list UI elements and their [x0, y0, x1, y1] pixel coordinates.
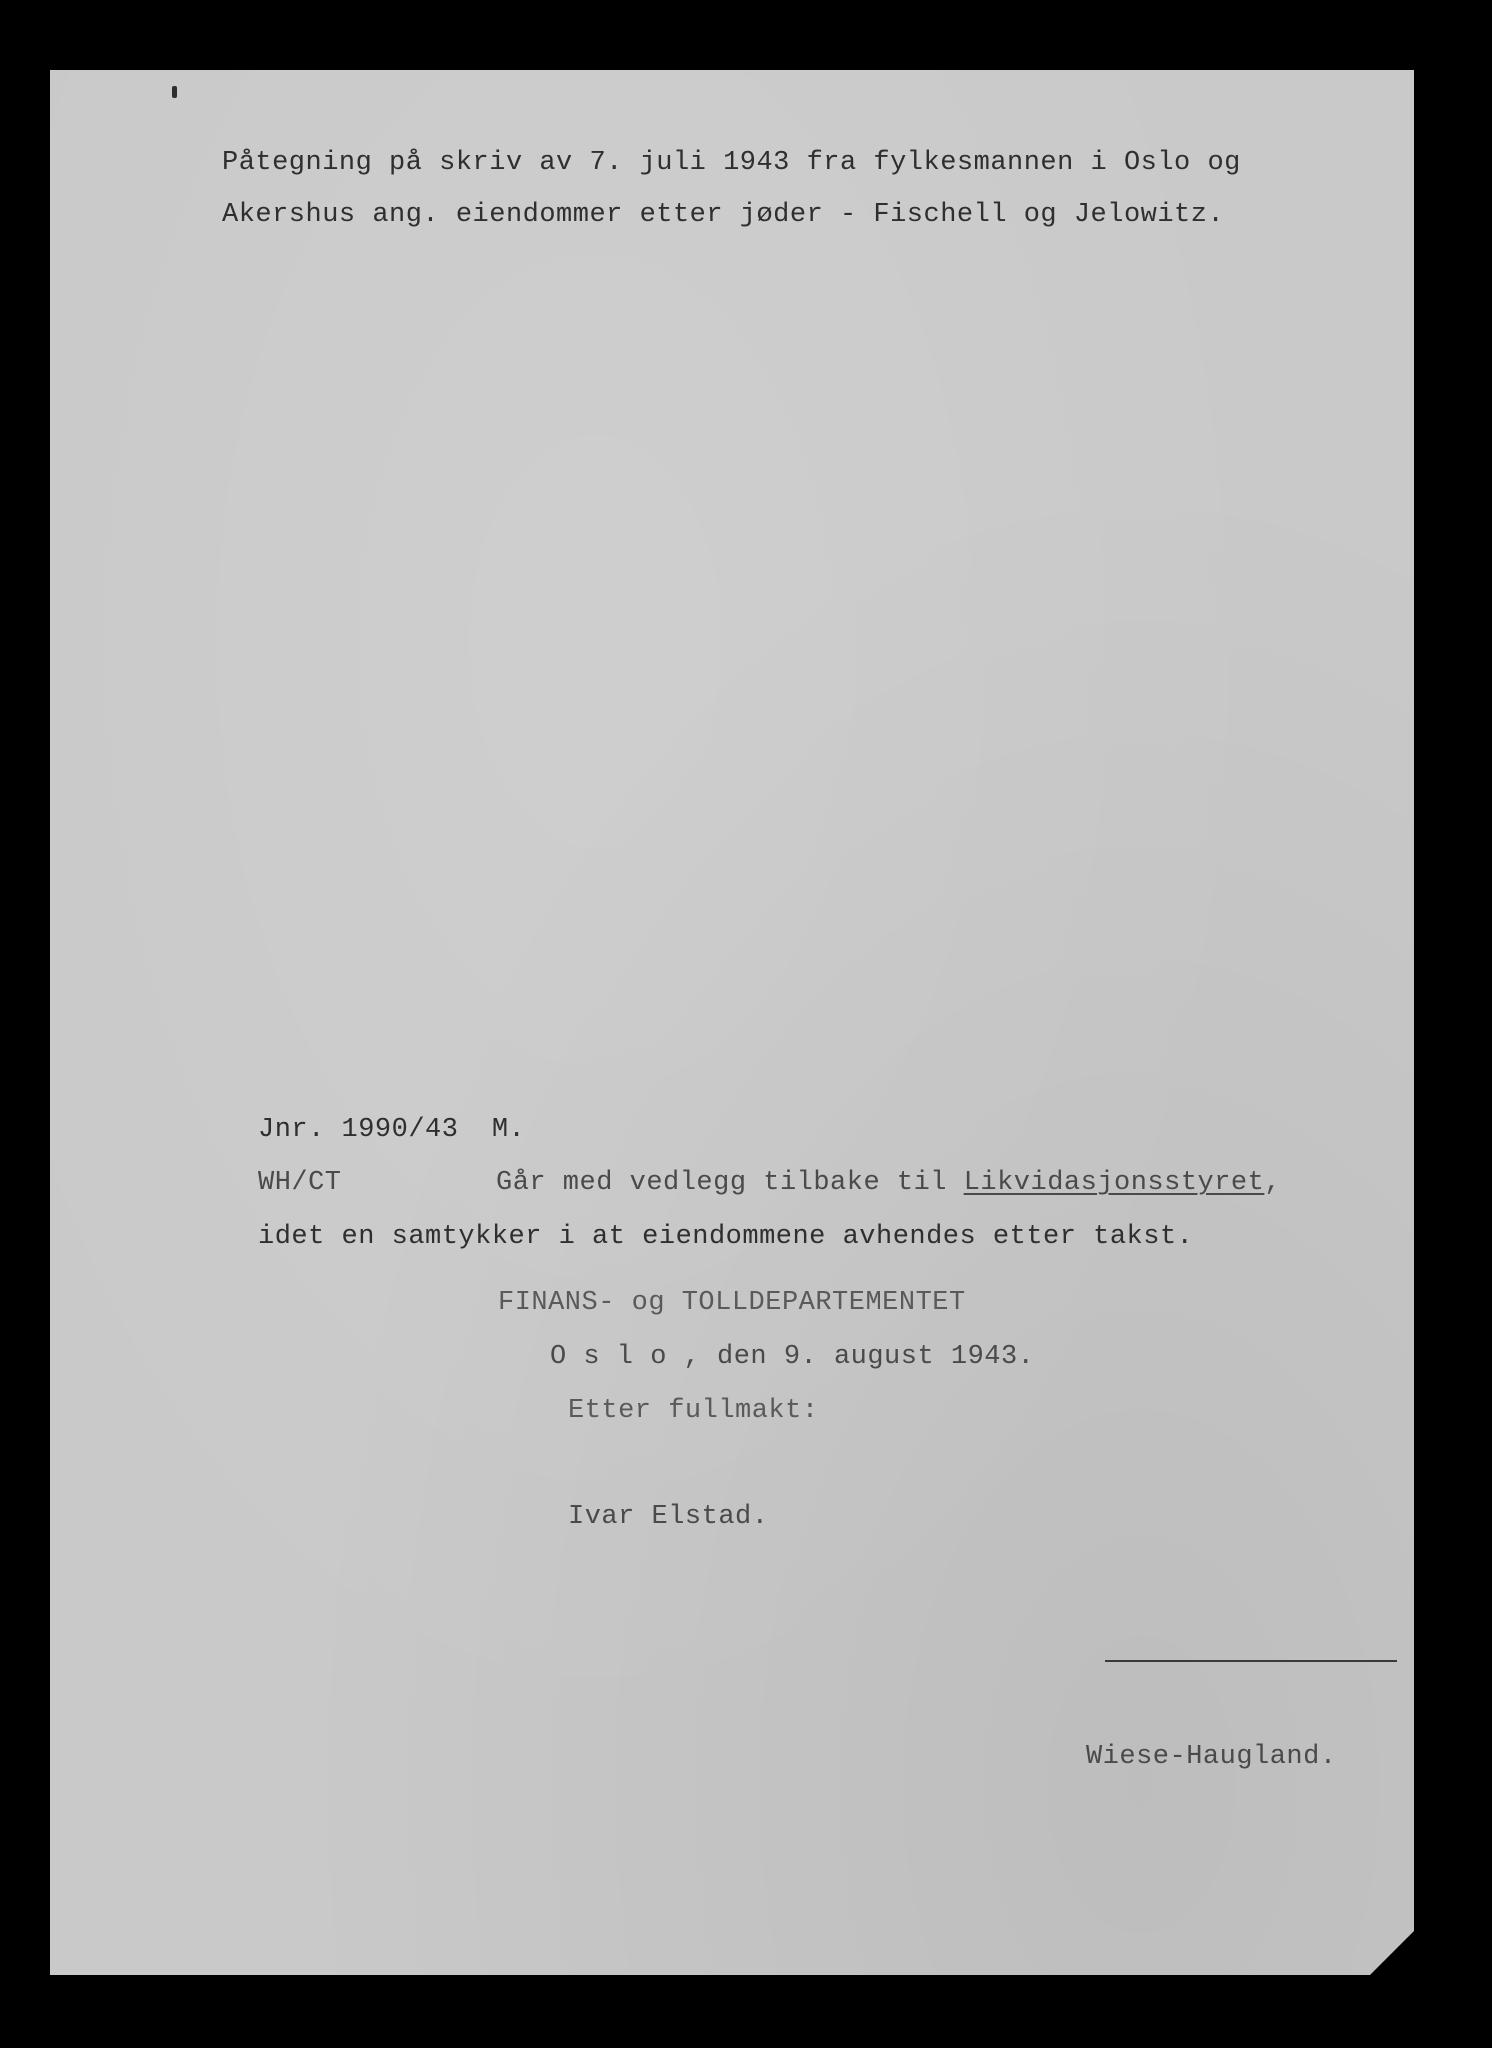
initials: WH/CT — [258, 1168, 342, 1198]
header-line-1: Påtegning på skriv av 7. juli 1943 fra fylkesmannen i Oslo og — [222, 148, 1241, 178]
journal-number: Jnr. 1990/43 M. — [258, 1115, 526, 1145]
ink-speck — [172, 86, 177, 98]
paper-sheet — [50, 70, 1414, 1975]
authority-note: Etter fullmakt: — [568, 1396, 819, 1426]
body-line-1-end: , — [1264, 1168, 1282, 1198]
signer-name: Ivar Elstad. — [568, 1502, 769, 1532]
body-line-1 — [496, 1168, 1281, 1198]
department-name: FINANS- og TOLLDEPARTEMENTET — [498, 1288, 966, 1318]
signatory-name: Wiese-Haugland. — [1086, 1742, 1337, 1772]
header-line-2: Akershus ang. eiendommer etter jøder - Fischell og Jelowitz. — [222, 200, 1225, 230]
signature-line — [1105, 1660, 1397, 1662]
addressee: Likvidasjonsstyret — [963, 1168, 1265, 1198]
folded-corner — [1370, 1931, 1414, 1975]
place-and-date: O s l o , den 9. august 1943. — [550, 1342, 1035, 1372]
body-line-1-text: Går med vedlegg tilbake til — [496, 1168, 964, 1198]
body-line-2: idet en samtykker i at eiendommene avhendes etter takst. — [258, 1222, 1194, 1252]
